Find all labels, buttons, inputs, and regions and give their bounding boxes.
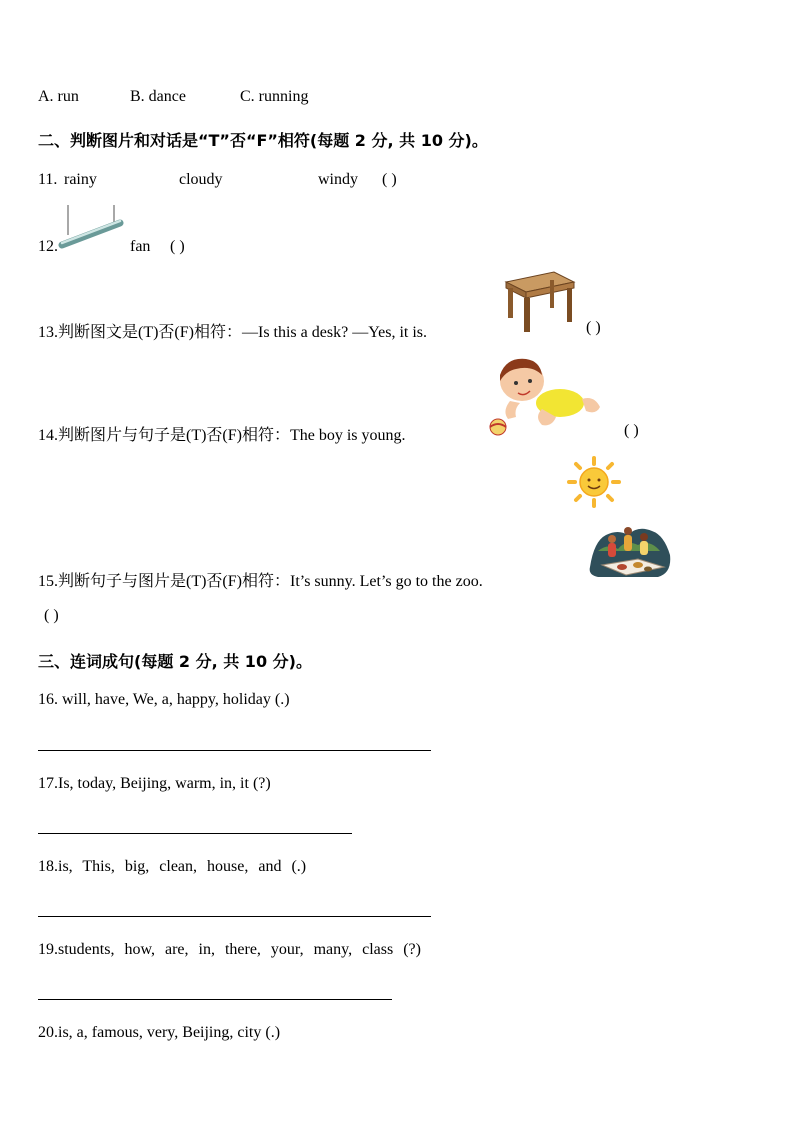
q15-answer-blank[interactable]: ( ) xyxy=(44,607,59,624)
q11-word-cloudy: cloudy xyxy=(179,171,223,188)
q20-text: 20.is, a, famous, very, Beijing, city (.) xyxy=(38,1024,281,1041)
q12-answer-blank[interactable]: ( ) xyxy=(170,238,185,255)
q18-answer-line[interactable] xyxy=(38,916,431,917)
q12-number: 12. xyxy=(38,238,58,255)
q17-text: 17.Is, today, Beijing, warm, in, it (?) xyxy=(38,775,271,792)
option-a: A. run xyxy=(38,88,79,105)
q14-answer-blank[interactable]: ( ) xyxy=(624,422,639,439)
q11-answer-blank[interactable]: ( ) xyxy=(382,171,397,188)
q19-answer-line[interactable] xyxy=(38,999,392,1000)
option-c: C. running xyxy=(240,88,309,105)
q13-text: 13.判断图文是(T)否(F)相符：—Is this a desk? —Yes, it is. xyxy=(38,324,428,341)
sun-icon xyxy=(566,456,622,508)
q13-answer-blank[interactable]: ( ) xyxy=(586,319,601,336)
q11-word-windy: windy xyxy=(318,171,358,188)
q12-word-fan: fan xyxy=(130,238,151,255)
section3-heading: 三、连词成句(每题 2 分, 共 10 分)。 xyxy=(38,652,312,671)
section2-heading: 二、判断图片和对话是“T”否“F”相符(每题 2 分, 共 10 分)。 xyxy=(38,131,488,150)
picnic-icon xyxy=(588,521,674,581)
q15-text: 15.判断句子与图片是(T)否(F)相符：It’s sunny. Let’s go to the zoo. xyxy=(38,573,483,590)
fluorescent-tube-icon xyxy=(58,203,124,253)
q19-text: 19.students, how, are, in, there, your, many, class (?) xyxy=(38,941,421,958)
q17-answer-line[interactable] xyxy=(38,833,352,834)
q11-word-rainy: rainy xyxy=(64,171,97,188)
q16-answer-line[interactable] xyxy=(38,750,431,751)
q14-text: 14.判断图片与句子是(T)否(F)相符：The boy is young. xyxy=(38,427,406,444)
q16-text: 16. will, have, We, a, happy, holiday (.) xyxy=(38,691,290,708)
baby-with-ball-icon xyxy=(486,355,606,437)
q18-text: 18.is, This, big, clean, house, and (.) xyxy=(38,858,307,875)
q11-number: 11. xyxy=(38,171,58,188)
table-icon xyxy=(500,268,580,336)
option-b: B. dance xyxy=(130,88,186,105)
